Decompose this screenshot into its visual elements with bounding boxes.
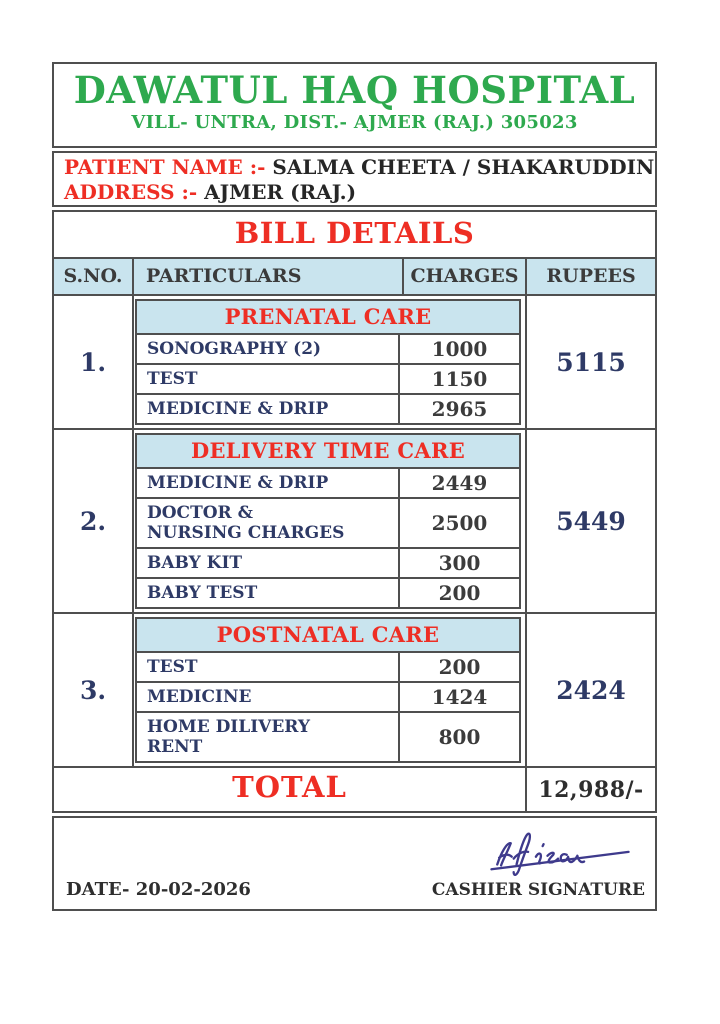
section-title: PRENATAL CARE (137, 301, 519, 333)
section-particulars (132, 294, 525, 428)
item-row (137, 497, 519, 547)
item-label: TEST (147, 369, 198, 389)
date-text: DATE- 20-02-2026 (66, 879, 251, 900)
item-row (137, 393, 519, 423)
section-particulars (132, 612, 525, 766)
item-label: TEST (147, 657, 198, 677)
item-row (137, 547, 519, 577)
item-charge: 1150 (398, 365, 519, 393)
hospital-address: VILL- UNTRA, DIST.- AJMER (RAJ.) 305023 (131, 112, 578, 133)
col-header-charges: CHARGES (402, 257, 525, 294)
section-rupees: 2424 (525, 612, 655, 766)
bill-table (52, 210, 657, 813)
item-row (137, 711, 519, 761)
col-header-sno: S.NO. (54, 257, 132, 294)
patient-name-label: PATIENT NAME :- (64, 155, 266, 179)
total-label: TOTAL (54, 766, 525, 811)
item-label: MEDICINE & DRIP (147, 399, 329, 419)
section-number: 2. (54, 428, 132, 612)
cashier-signature-image (481, 821, 639, 877)
item-charge: 200 (398, 653, 519, 681)
section-title: DELIVERY TIME CARE (137, 435, 519, 467)
total-value: 12,988/- (525, 766, 655, 811)
bill-footer (52, 816, 657, 911)
cashier-signature-label: CASHIER SIGNATURE (431, 880, 645, 900)
item-label: HOME DILIVERY RENT (147, 717, 311, 757)
bill-title: BILL DETAILS (234, 216, 475, 250)
item-row (137, 363, 519, 393)
item-row (137, 681, 519, 711)
section-particulars (132, 428, 525, 612)
item-label: BABY TEST (147, 583, 258, 603)
patient-address-row (64, 180, 645, 205)
item-charge: 200 (398, 579, 519, 607)
col-header-particulars: PARTICULARS (132, 257, 402, 294)
section-rupees: 5115 (525, 294, 655, 428)
item-charge: 800 (398, 713, 519, 761)
item-charge: 300 (398, 549, 519, 577)
item-label: BABY KIT (147, 553, 243, 573)
section-rupees: 5449 (525, 428, 655, 612)
patient-address-label: ADDRESS :- (64, 180, 198, 204)
item-charge: 2500 (398, 499, 519, 547)
item-charge: 1424 (398, 683, 519, 711)
item-label: SONOGRAPHY (2) (147, 339, 322, 359)
bill-document (52, 62, 657, 911)
patient-name-value: SALMA CHEETA / SHAKARUDDIN (272, 155, 655, 179)
patient-address-value: AJMER (RAJ.) (204, 180, 357, 204)
item-charge: 2965 (398, 395, 519, 423)
section-number: 3. (54, 612, 132, 766)
item-label: MEDICINE & DRIP (147, 473, 329, 493)
section-number: 1. (54, 294, 132, 428)
patient-name-row (64, 155, 655, 180)
item-label: DOCTOR & NURSING CHARGES (147, 503, 345, 543)
hospital-name: DAWATUL HAQ HOSPITAL (73, 68, 636, 112)
item-row (137, 333, 519, 363)
item-label: MEDICINE (147, 687, 252, 707)
hospital-header (52, 62, 657, 148)
patient-info (52, 151, 657, 207)
item-charge: 2449 (398, 469, 519, 497)
item-row (137, 577, 519, 607)
section-title: POSTNATAL CARE (137, 619, 519, 651)
item-row (137, 467, 519, 497)
item-row (137, 651, 519, 681)
item-charge: 1000 (398, 335, 519, 363)
col-header-rupees: RUPEES (525, 257, 655, 294)
